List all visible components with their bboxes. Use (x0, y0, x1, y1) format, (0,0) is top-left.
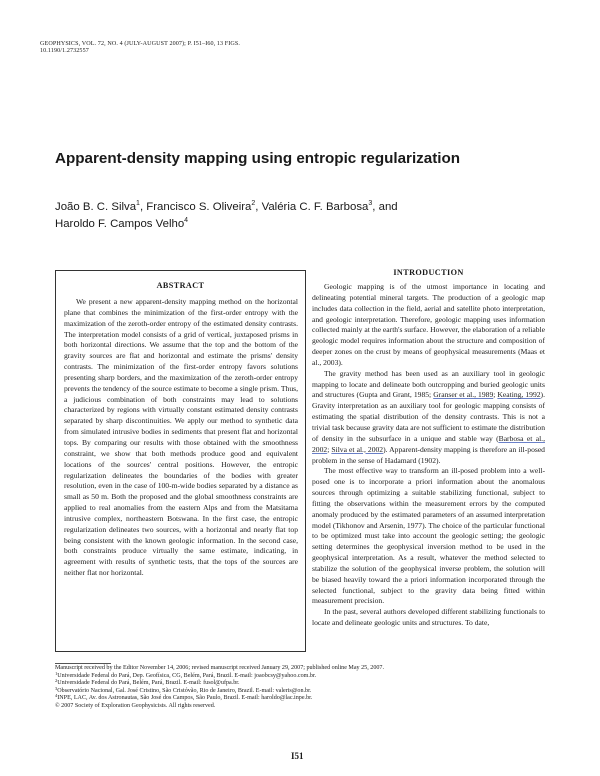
paragraph-text: ; (327, 444, 332, 454)
intro-paragraph-3: The most effective way to transform an ill-posed problem into a well-posed one is to incorporate a priori information about the anomalous sources through optimizing a suitable stabilizing functional, subject to fitting the observations within the measurement errors by the computed anomaly produced by the estimated parameters of an assumed interpretation model (Tikhonov and Arsenin, 1977). The choice of the particular functional to be optimized must take into account the geologic setting; the geologic setting determines the geophysical inversion method to be used in the geophysical interpretation. As a result, whatever the method selected to stabilize the solution of the geophysical inverse problem, the solution will be biased heavily toward the a priori information incorporated through the selected functional, subject to the gravity data being fitted within measurement precision. (312, 466, 545, 606)
copyright-note: © 2007 Society of Exploration Geophysicists. All rights reserved. (55, 702, 216, 709)
footnote-mark: 4 (55, 693, 58, 699)
abstract-text: We present a new apparent-density mapping method on the horizontal plane that combines the minimization of the first-order entropy with the maximization of the zeroth-order entropy of the estimated density contrasts. The interpretation model consists of a grid of vertical, juxtaposed prisms in both horizontal directions. We assume that the top and the bottom of the gravity sources are flat and horizontal and estimate the prisms' density contrasts. The minimization of the first-order entropy favors solutions presenting sharp borders, and the maximization of the zeroth-order entropy prevents the tendency of the source estimate to become a single prism. Thus, a judicious combination of both constraints may lead to solutions characterized by regions with virtually constant estimated density contrasts separated by sharp discontinuities. We apply our method to synthetic data from simulated intrusive bodies in sediments that present flat and horizontal tops. By comparing our results with those obtained with the smoothness constraint, we show that both methods produce good and equivalent locations of the sources' central positions. However, the entropic regularization delineates the boundaries of the bodies with greater resolution, even in the case of 100-m-wide bodies separated by a distance as small as 50 m. Both the proposed and the global smoothness constraints are applied to real anomalies from the eastern Alps and from the Matsitama intrusive complex, northeastern Botswana. In the first case, the entropic regularization delineates two sources, with a horizontal and nearly flat top being consistent with the known geologic information. In the second case, both constraints produce virtually the same estimate, indicating, in agreement with results of synthetic tests, that the tops of the sources are neither flat nor horizontal. (64, 297, 298, 578)
footnote-mark: 1 (55, 670, 58, 676)
affiliation-mark: 4 (184, 216, 189, 224)
footnote-text: Universidade Federal do Pará, Belém, Pará, Brazil. E-mail: fusol@ufpa.br. (57, 680, 240, 687)
paragraph-text: The gravity method has been used as an auxiliary tool in geologic mapping to locate and delineate both outcropping and buried geologic units and structures (Gupta and Grant, 1985; (312, 368, 545, 400)
paragraph-text: ). Apparent-density mapping is therefore an ill-posed problem in the sense of Hadamard (1902). (312, 444, 545, 465)
author-list (55, 199, 525, 232)
manuscript-note: Manuscript received by the Editor November 14, 2006; revised manuscript received January 29, 2007; published online May 25, 2007. (55, 665, 384, 671)
citation-link[interactable]: Granser et al., 1989 (433, 390, 494, 400)
footnote-mark: 3 (55, 685, 58, 691)
affiliation-mark: 1 (136, 200, 140, 207)
intro-paragraph-2 (312, 369, 545, 467)
introduction-heading: INTRODUCTION (393, 268, 464, 277)
citation-link[interactable]: Barbosa et al., 2002 (312, 433, 545, 454)
author-name: , Francisco S. Oliveira (139, 201, 252, 213)
affiliation-mark: 2 (251, 200, 256, 207)
intro-paragraph-1: Geologic mapping is of the utmost importance in locating and delineating potential mineral targets. The production of a geologic map includes data collection in the field, aerial and satellite photo interpretation, and geologic interpretation. Therefore, geologic mapping uses information collected mainly at the earth's surface. However, the elaboration of a reliable geologic model requires information about the structure and composition of deeper zones on the crust by means of geophysical measurements (Maas et al., 2003). (312, 282, 545, 367)
introduction-body (312, 282, 545, 629)
intro-paragraph-4: In the past, several authors developed different stabilizing functionals to locate and delineate geologic units and structures. To date, (312, 607, 545, 628)
footnote-text: Universidade Federal do Pará, Dep. Geofísica, CG, Belém, Pará, Brazil. E-mail: joaobcsy@yahoo.com.br. (57, 672, 317, 679)
author-name: Haroldo F. Campos Velho (55, 217, 185, 230)
footnote-divider (55, 663, 111, 664)
paragraph-text: ; (493, 390, 498, 400)
journal-header (40, 41, 240, 56)
page-number: I51 (291, 751, 304, 761)
author-separator: , and (372, 201, 398, 213)
footnote-text: INPE, LAC, Av. dos Astronautas, São José dos Campos, São Paulo, Brazil. E-mail: haroldo@lac.inpe.br. (57, 695, 313, 702)
footnote-text: Observatório Nacional, Gal. José Cristino, São Cristóvão, Rio de Janeiro, Brazil. E-mail: valeris@on.br. (57, 687, 312, 694)
abstract-box (55, 270, 306, 652)
citation-link[interactable]: Silva et al., 2002 (331, 444, 384, 454)
citation-link[interactable]: Keating, 1992 (497, 390, 541, 400)
journal-line: GEOPHYSICS, VOL. 72, NO. 4 (JULY-AUGUST 2007); P. I51–I60, 13 FIGS. (40, 41, 241, 47)
doi: 10.1190/1.2732557 (40, 48, 89, 55)
author-name: , Valéria C. F. Barbosa (255, 201, 369, 213)
paper-title: Apparent-density mapping using entropic regularization (55, 150, 461, 167)
affiliation-mark: 3 (368, 200, 373, 207)
paragraph-text: ). Gravity interpretation as an auxiliary tool for geologic mapping consists of estimating the spatial distribution of the density contrasts. This is not a trivial task because gravity data are not sufficient to estimate the distribution of density in the subsurface in a unique and stable way ( (312, 390, 545, 443)
footnotes (55, 665, 535, 711)
affiliation-footnote (55, 695, 535, 703)
abstract-heading: ABSTRACT (156, 281, 205, 290)
author-name: João B. C. Silva (55, 201, 137, 213)
affiliation-footnote (55, 680, 535, 688)
footnote-mark: 2 (55, 678, 58, 684)
